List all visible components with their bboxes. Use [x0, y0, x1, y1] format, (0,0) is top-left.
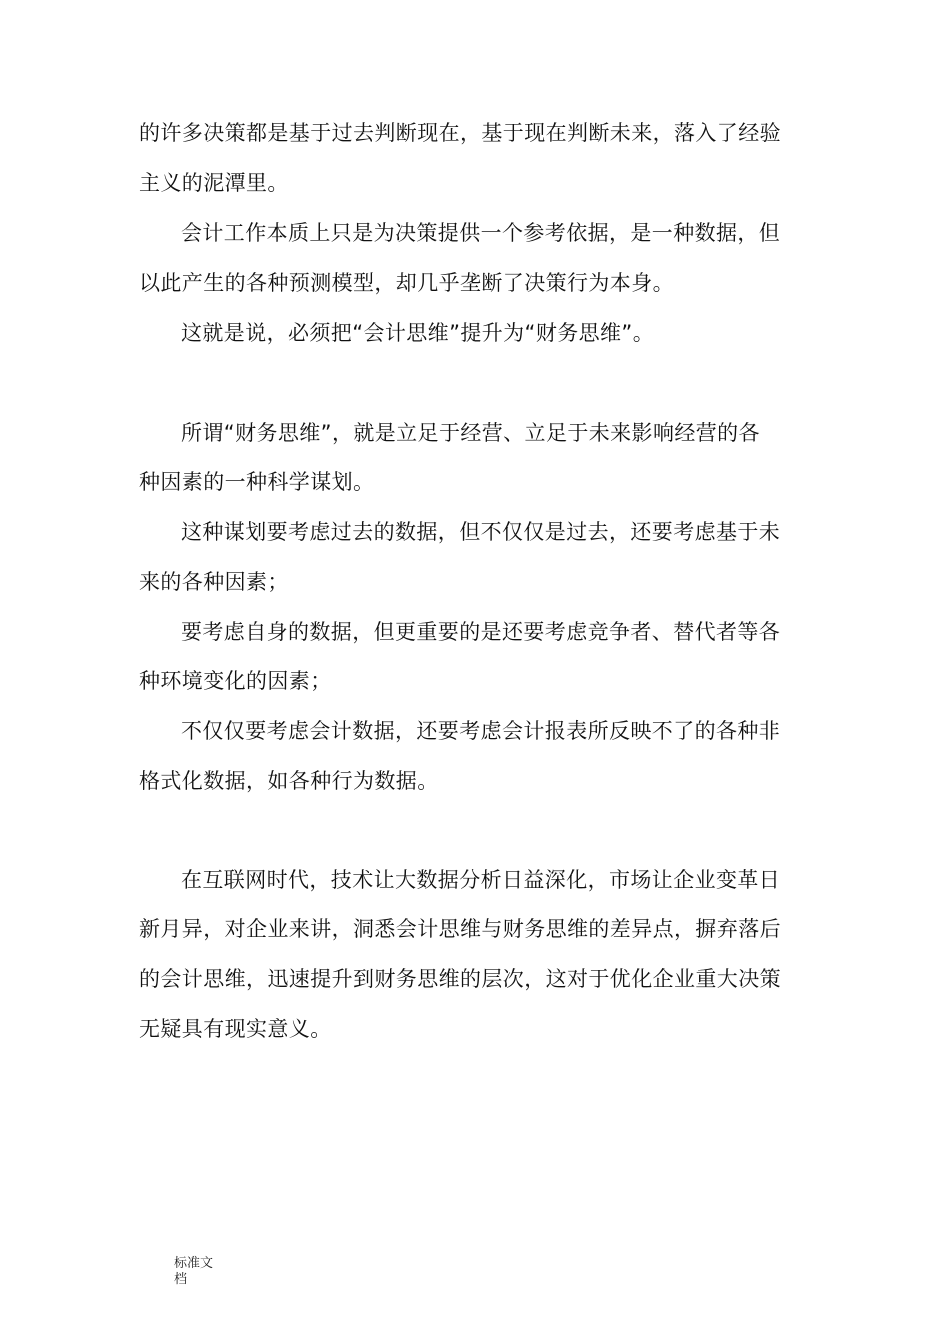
paragraph-line: 会计工作本质上只是为决策提供一个参考依据，是一种数据，但: [181, 221, 781, 245]
paragraph-line: 来的各种因素；: [139, 570, 289, 594]
paragraph-line: 要考虑自身的数据，但更重要的是还要考虑竞争者、替代者等各: [181, 620, 781, 644]
paragraph-line: 不仅仅要考虑会计数据，还要考虑会计报表所反映不了的各种非: [181, 719, 781, 743]
paragraph-line: 在互联网时代，技术让大数据分析日益深化，市场让企业变革日: [181, 868, 781, 892]
paragraph-line: 这种谋划要考虑过去的数据，但不仅仅是过去，还要考虑基于未: [181, 520, 781, 544]
paragraph-line: 这就是说，必须把“会计思维”提升为“财务思维”。: [181, 321, 655, 345]
paragraph-line: 种环境变化的因素；: [139, 669, 332, 693]
paragraph-line: 种因素的一种科学谋划。: [139, 470, 375, 494]
paragraph-line: 的会计思维，迅速提升到财务思维的层次，这对于优化企业重大决策: [139, 967, 781, 991]
paragraph-line: 格式化数据，如各种行为数据。: [139, 769, 439, 793]
paragraph-line: 主义的泥潭里。: [139, 171, 289, 195]
paragraph-line: 所谓“财务思维”，就是立足于经营、立足于未来影响经营的各: [181, 421, 760, 445]
paragraph-line: 以此产生的各种预测模型，却几乎垄断了决策行为本身。: [139, 271, 674, 295]
paragraph-line: 新月异，对企业来讲，洞悉会计思维与财务思维的差异点，摒弃落后: [139, 917, 781, 941]
paragraph-line: 无疑具有现实意义。: [139, 1017, 332, 1041]
footer-label-line1: 标准文: [174, 1256, 214, 1271]
paragraph-line: 的许多决策都是基于过去判断现在，基于现在判断未来，落入了经验: [139, 121, 781, 145]
footer-label-line2: 档: [174, 1272, 188, 1287]
